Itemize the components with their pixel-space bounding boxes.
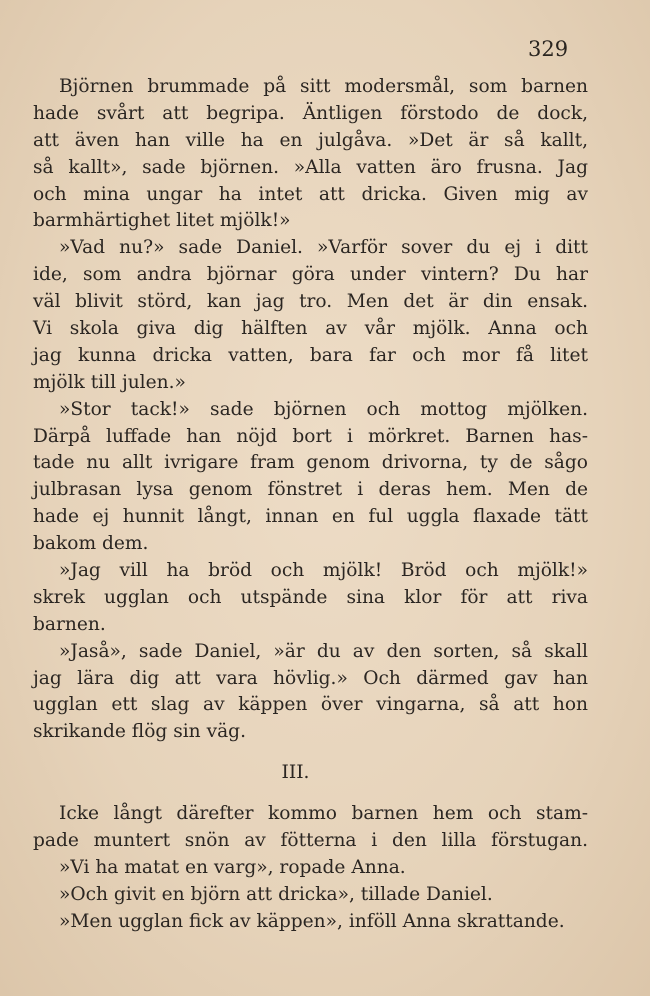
text-line: pade muntert snön av fötterna i den lilla förstugan. (33, 830, 588, 852)
text-line: ugglan ett slag av käppen över vingarna, så att hon (33, 694, 588, 716)
text-line: julbrasan lysa genom fönstret i deras hem. Men de (33, 479, 588, 501)
text-line: Björnen brummade på sitt modersmål, som barnen (59, 76, 588, 97)
text-line: väl blivit störd, kan jag tro. Men det är din ensak. (33, 291, 588, 313)
text-line: barnen. (33, 613, 106, 635)
text-block-after-heading (33, 801, 588, 935)
section-heading: III. (281, 762, 310, 784)
text-line: jag lära dig att vara hövlig.» Och därmed gav han (33, 667, 588, 689)
text-line: och mina ungar ha intet att dricka. Given mig av (33, 183, 588, 205)
text-line: bakom dem. (33, 533, 149, 555)
text-block-before-heading (33, 74, 588, 746)
text-line: hade svårt att begripa. Äntligen förstodo de dock, (33, 102, 588, 124)
page-text (33, 74, 588, 936)
text-line: »Jaså», sade Daniel, »är du av den sorten, så skall (59, 640, 588, 662)
text-line: att även han ville ha en julgåva. »Det är så kallt, (33, 129, 588, 151)
text-line: jag kunna dricka vatten, bara far och mor få litet (33, 344, 588, 366)
text-line: ide, som andra björnar göra under vintern? Du har (33, 264, 588, 286)
text-line: skrikande flög sin väg. (33, 721, 246, 743)
text-line: »Jag vill ha bröd och mjölk! Bröd och mjölk!» (59, 560, 588, 582)
text-line: »Men ugglan fick av käppen», inföll Anna skrattande. (59, 910, 565, 932)
text-line: så kallt», sade björnen. »Alla vatten äro frusna. Jag (33, 156, 588, 178)
text-line: »Stor tack!» sade björnen och mottog mjölken. (59, 398, 588, 420)
text-line: mjölk till julen.» (33, 371, 186, 393)
text-line: tade nu allt ivrigare fram genom drivorna, ty de sågo (33, 452, 588, 474)
text-line: skrek ugglan och utspände sina klor för att riva (33, 586, 588, 608)
text-line: »Vi ha matat en varg», ropade Anna. (59, 856, 406, 878)
text-line: barmhärtighet litet mjölk!» (33, 210, 291, 232)
page-number: 329 (528, 37, 569, 61)
text-line: »Vad nu?» sade Daniel. »Varför sover du ej i ditt (59, 237, 588, 259)
text-line: Därpå luffade han nöjd bort i mörkret. Barnen has- (33, 425, 588, 447)
text-line: hade ej hunnit långt, innan en ful uggla flaxade tätt (33, 506, 588, 528)
text-line: Vi skola giva dig hälften av vår mjölk. Anna och (33, 318, 588, 340)
text-line: Icke långt därefter kommo barnen hem och stam- (59, 803, 588, 825)
text-line: »Och givit en björn att dricka», tillade Daniel. (59, 883, 493, 905)
